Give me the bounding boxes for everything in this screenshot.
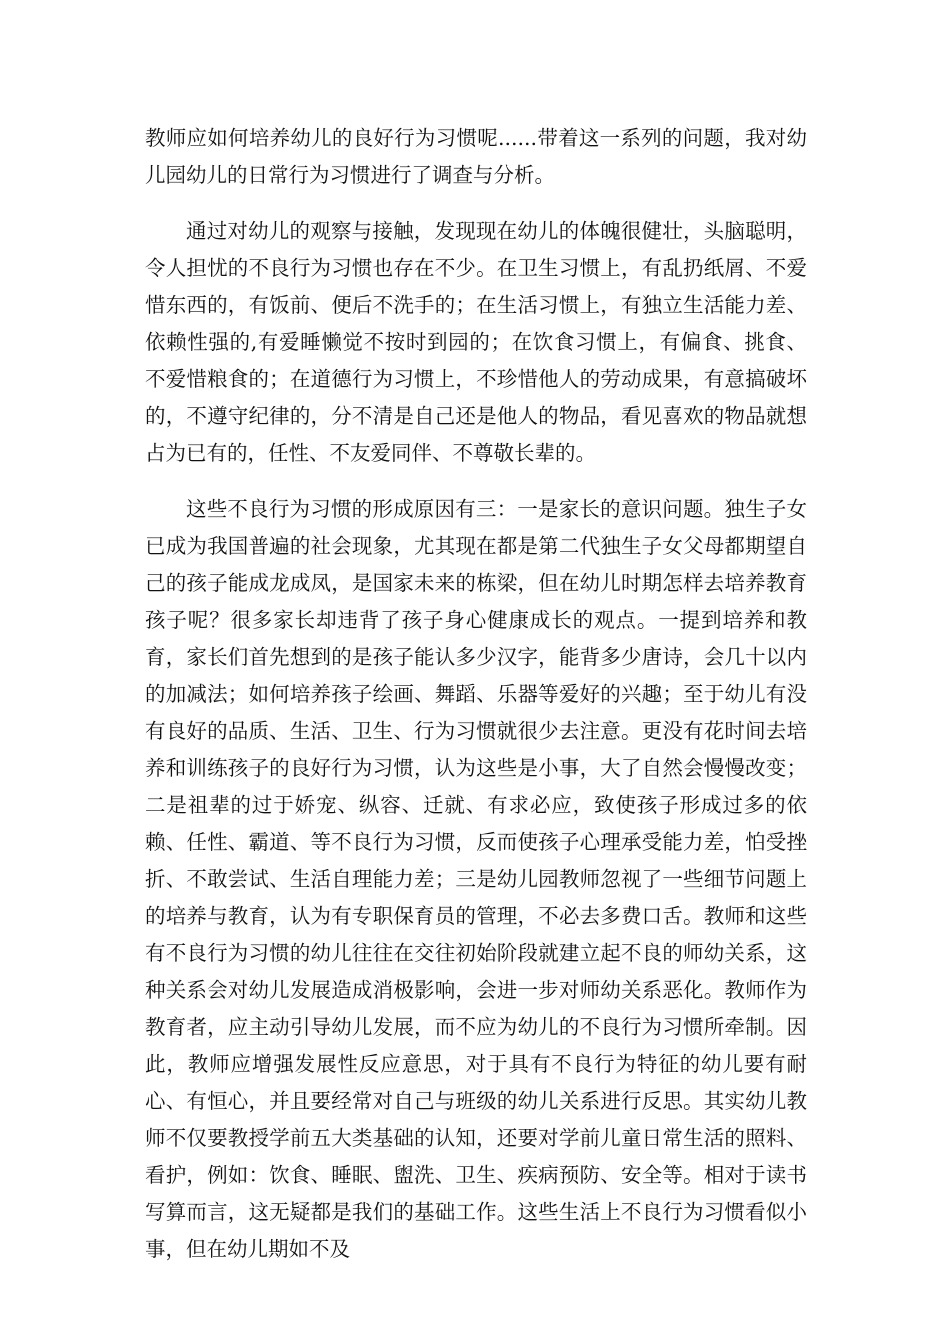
paragraph-3: 这些不良行为习惯的形成原因有三：一是家长的意识问题。独生子女已成为我国普遍的社会现象，尤其现在都是第二代独生子女父母都期望自己的孩子能成龙成凤，是国家未来的栋梁，但在幼儿时期怎样去培养教育孩子呢？很多家长却违背了孩子身心健康成长的观点。一提到培养和教育，家长们首先想到的是孩子能认多少汉字，能背多少唐诗，会几十以内的加减法；如何培养孩子绘画、舞蹈、乐器等爱好的兴趣；至于幼儿有没有良好的品质、生活、卫生、行为习惯就很少去注意。更没有花时间去培养和训练孩子的良好行为习惯，认为这些是小事，大了自然会慢慢改变；二是祖辈的过于娇宠、纵容、迁就、有求必应，致使孩子形成过多的依赖、任性、霸道、等不良行为习惯，反而使孩子心理承受能力差，怕受挫折、不敢尝试、生活自理能力差；三是幼儿园教师忽视了一些细节问题上的培养与教育，认为有专职保育员的管理，不必去多费口舌。教师和这些有不良行为习惯的幼儿往往在交往初始阶段就建立起不良的师幼关系，这种关系会对幼儿发展造成消极影响，会进一步对师幼关系恶化。教师作为教育者，应主动引导幼儿发展，而不应为幼儿的不良行为习惯所牵制。因此，教师应增强发展性反应意思，对于具有不良行为特征的幼儿要有耐心、有恒心，并且要经常对自己与班级的幼儿关系进行反思。其实幼儿教师不仅要教授学前五大类基础的认知，还要对学前儿童日常生活的照料、看护，例如：饮食、睡眠、盥洗、卫生、疾病预防、安全等。相对于读书写算而言，这无疑都是我们的基础工作。这些生活上不良行为习惯看似小事，但在幼儿期如不及 <box>145 497 807 1261</box>
document-page <box>145 120 807 1268</box>
paragraph-2: 通过对幼儿的观察与接触，发现现在幼儿的体魄很健壮，头脑聪明，令人担忧的不良行为习惯也存在不少。在卫生习惯上，有乱扔纸屑、不爱惜东西的，有饭前、便后不洗手的；在生活习惯上，有独立生活能力差、依赖性强的,有爱睡懒觉不按时到园的；在饮食习惯上，有偏食、挑食、不爱惜粮食的；在道德行为习惯上，不珍惜他人的劳动成果，有意搞破坏的，不遵守纪律的，分不清是自己还是他人的物品，看见喜欢的物品就想占为已有的，任性、不友爱同伴、不尊敬长辈的。 <box>145 219 807 465</box>
paragraph-1: 教师应如何培养幼儿的良好行为习惯呢......带着这一系列的问题，我对幼儿园幼儿的日常行为习惯进行了调查与分析。 <box>145 126 807 187</box>
